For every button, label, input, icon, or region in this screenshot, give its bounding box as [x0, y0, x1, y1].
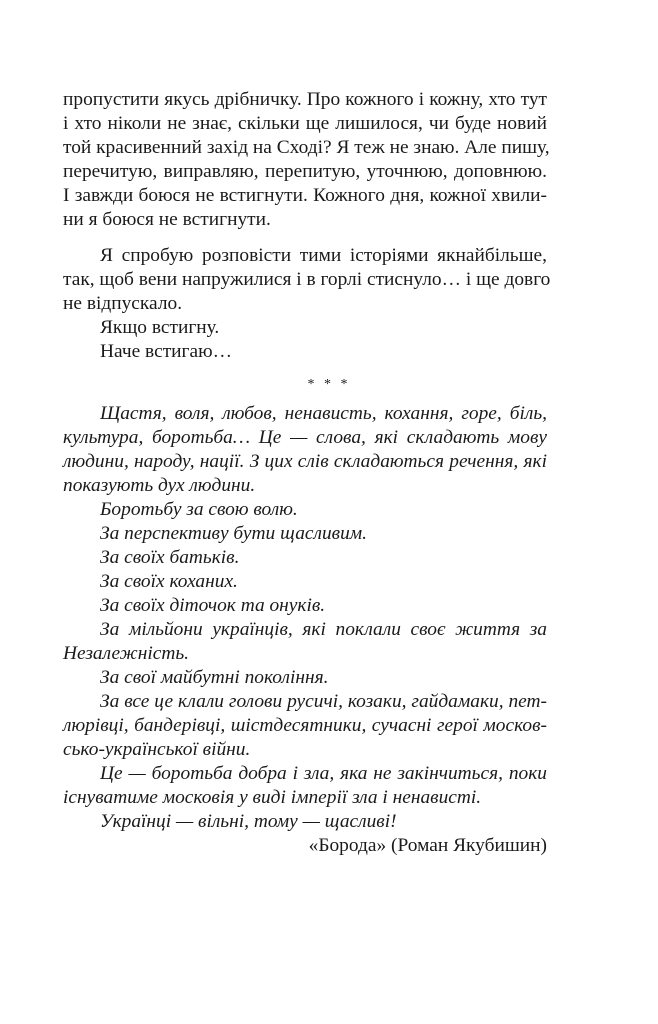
quote-line: Це — боротьба добра і зла, яка не закінчиться, поки — [100, 763, 547, 784]
text-line: не відпускало. — [63, 293, 183, 314]
text-line: так, щоб вени напружилися і в горлі стиснуло… і ще довго — [63, 269, 551, 290]
text-line: перечитую, виправляю, перепитую, уточнюю, доповнюю. — [63, 161, 547, 182]
text-line: І завжди боюся не встигнути. Кожного дня, кожної хвили- — [63, 185, 547, 206]
quote-line: людини, народу, нації. З цих слів складаються речення, які — [63, 451, 547, 472]
text-line: той красивенний захід на Сході? Я теж не знаю. Але пишу, — [63, 137, 550, 158]
text-line: Я спробую розповісти тими історіями якнайбільше, — [100, 245, 547, 266]
signature: «Борода» (Роман Якубишин) — [308, 835, 547, 856]
quote-line: люрівці, бандерівці, шістдесятники, сучасні герої москов- — [63, 715, 547, 736]
text-line: і хто ніколи не знає, скільки ще лишилося, чи буде новий — [63, 113, 547, 134]
quote-line: За мільйони українців, які поклали своє життя за — [100, 619, 547, 640]
text-line: Наче встигаю… — [100, 341, 232, 362]
text-line: Якщо встигну. — [100, 317, 220, 338]
text-line: ни я боюся не встигнути. — [63, 209, 271, 230]
quote-line: сько-української війни. — [63, 739, 251, 760]
quote-line: існуватиме московія у виді імперії зла і ненависті. — [63, 787, 482, 808]
quote-line: За свої майбутні покоління. — [100, 667, 329, 688]
quote-line: Українці — вільні, тому — щасливі! — [100, 811, 397, 832]
quote-line: За своїх коханих. — [100, 571, 238, 592]
section-separator: * * * — [307, 377, 351, 392]
quote-line: За все це клали голови русичі, козаки, гайдамаки, пет- — [100, 691, 547, 712]
quote-line: За своїх батьків. — [100, 547, 240, 568]
quote-line: показують дух людини. — [63, 475, 256, 496]
quote-line: Щастя, воля, любов, ненависть, кохання, горе, біль, — [100, 403, 547, 424]
quote-line: За своїх діточок та онуків. — [100, 595, 326, 616]
quote-line: Боротьбу за свою волю. — [100, 499, 298, 520]
quote-line: культура, боротьба… Це — слова, які складають мову — [63, 427, 547, 448]
quote-line: Незалежність. — [63, 643, 190, 664]
quote-line: За перспективу бути щасливим. — [100, 523, 367, 544]
text-line: пропустити якусь дрібничку. Про кожного і кожну, хто тут — [63, 89, 547, 110]
